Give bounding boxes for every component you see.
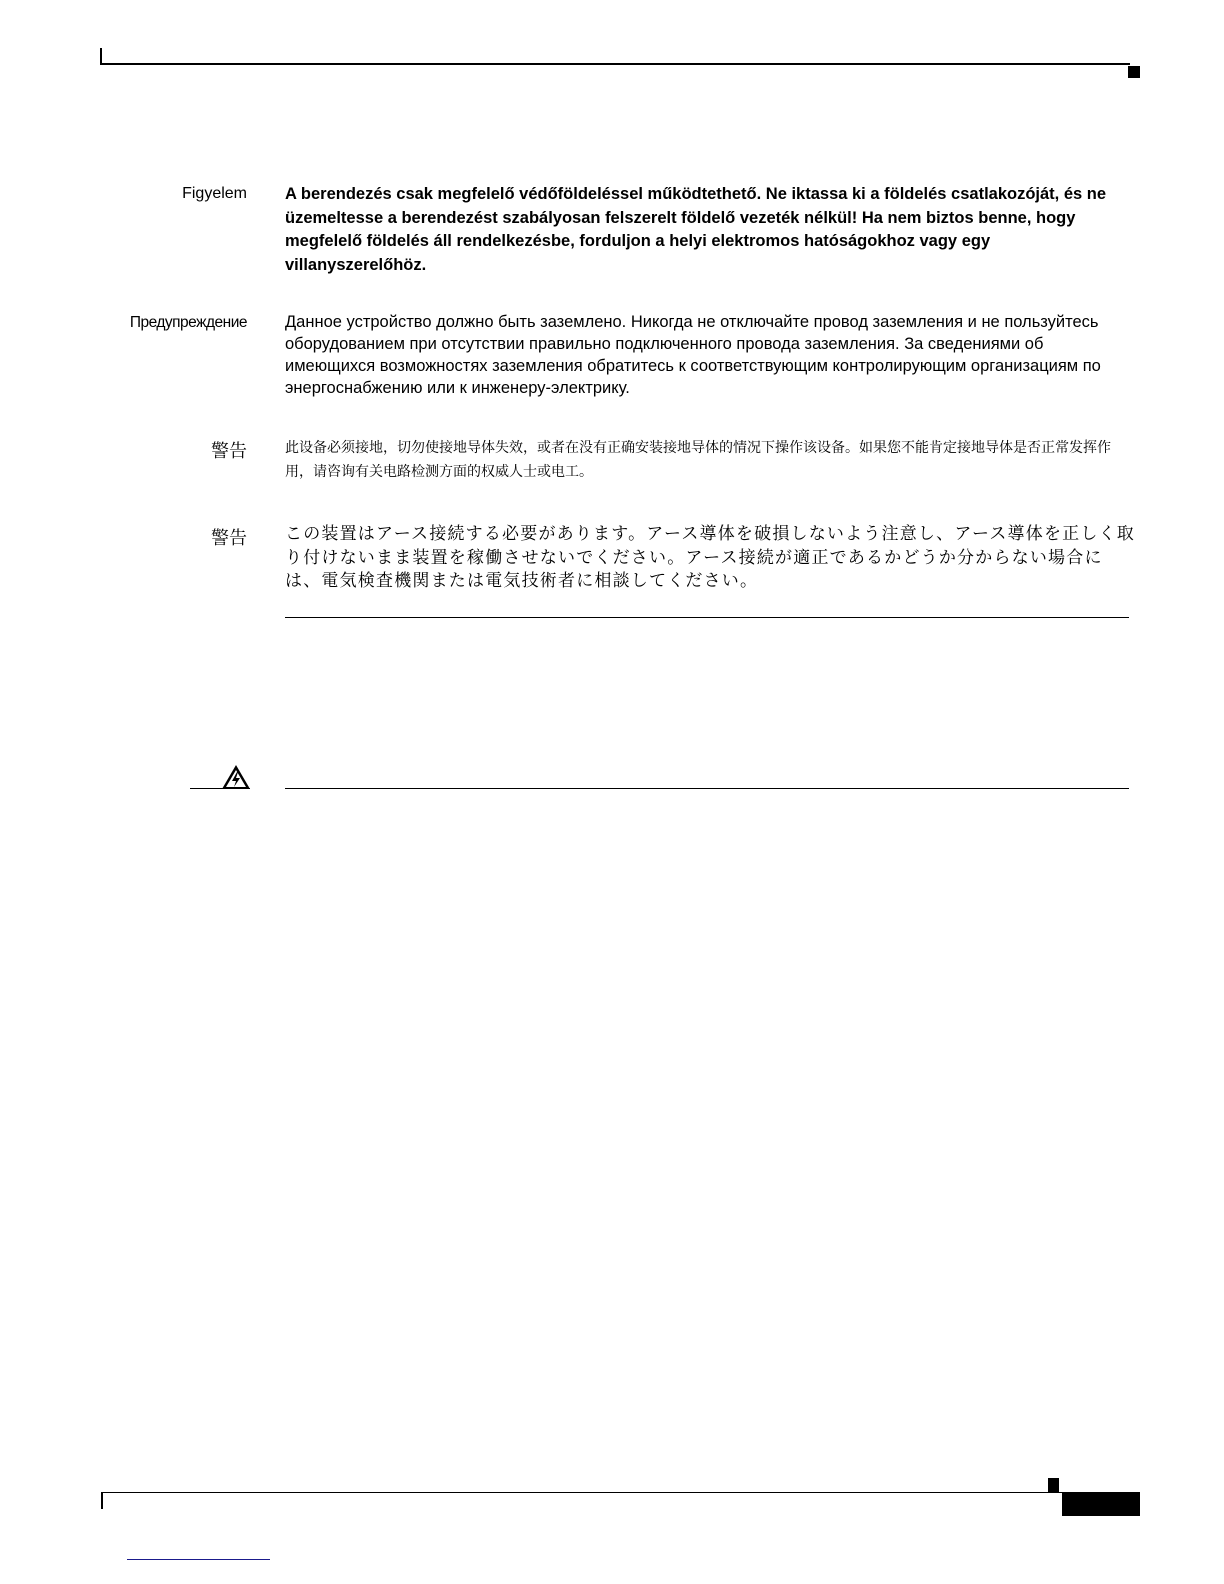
header-rule	[100, 63, 1130, 65]
warning-label-hungarian: Figyelem	[182, 185, 247, 202]
warning-rule	[285, 788, 1129, 789]
warning-label-russian: Предупреждение	[129, 314, 247, 331]
footer-marker	[1048, 1478, 1059, 1493]
warning-text-japanese: この装置はアース接続する必要があります。アース導体を破損しないよう注意し、アース導体を正しく取り付けないまま装置を稼働させないでください。アース接続が適正であるかどうか分からない場合には、電気検査機関または電気技術者に相談してください。	[285, 524, 1135, 591]
header-marker	[1128, 66, 1140, 78]
footer-page-tab	[1062, 1492, 1140, 1516]
warning-text-hungarian: A berendezés csak megfelelő védőföldeléssel működtethető. Ne iktassa ki a földelés csatlakozóját, és ne üzemeltesse a berendezést szabályosan felszerelt földelő vezeték nélkül! Ha nem biztos benne, hogy megfelelő földelés áll rendelkezésbe, forduljon a helyi elektromos hatóságokhoz vagy egy villanyszerelőhöz.	[285, 185, 1107, 274]
section-divider	[285, 617, 1129, 618]
warning-text-russian: Данное устройство должно быть заземлено. Никогда не отключайте провод заземления и не пользуйтесь оборудованием при отсутствии правильно подключенного провода заземления. За сведениями об имеющихся возможностях заземления обратитесь к соответствующим контролирующим организациям по энергоснабжению или к инженеру-электрику.	[285, 313, 1101, 397]
warning-text-chinese: 此设备必须接地，切勿使接地导体失效，或者在没有正确安装接地导体的情况下操作该设备。如果您不能肯定接地导体是否正常发挥作用，请咨询有关电路检测方面的权威人士或电工。	[285, 440, 1111, 480]
footer-link-underline[interactable]	[127, 1559, 270, 1560]
warning-label-japanese: 警告	[211, 528, 247, 549]
warning-triangle-icon	[221, 764, 251, 790]
footer-rule	[101, 1492, 1063, 1493]
footer-bar-left	[101, 1492, 103, 1509]
icon-underline	[190, 788, 250, 789]
warning-label-chinese: 警告	[211, 441, 247, 462]
